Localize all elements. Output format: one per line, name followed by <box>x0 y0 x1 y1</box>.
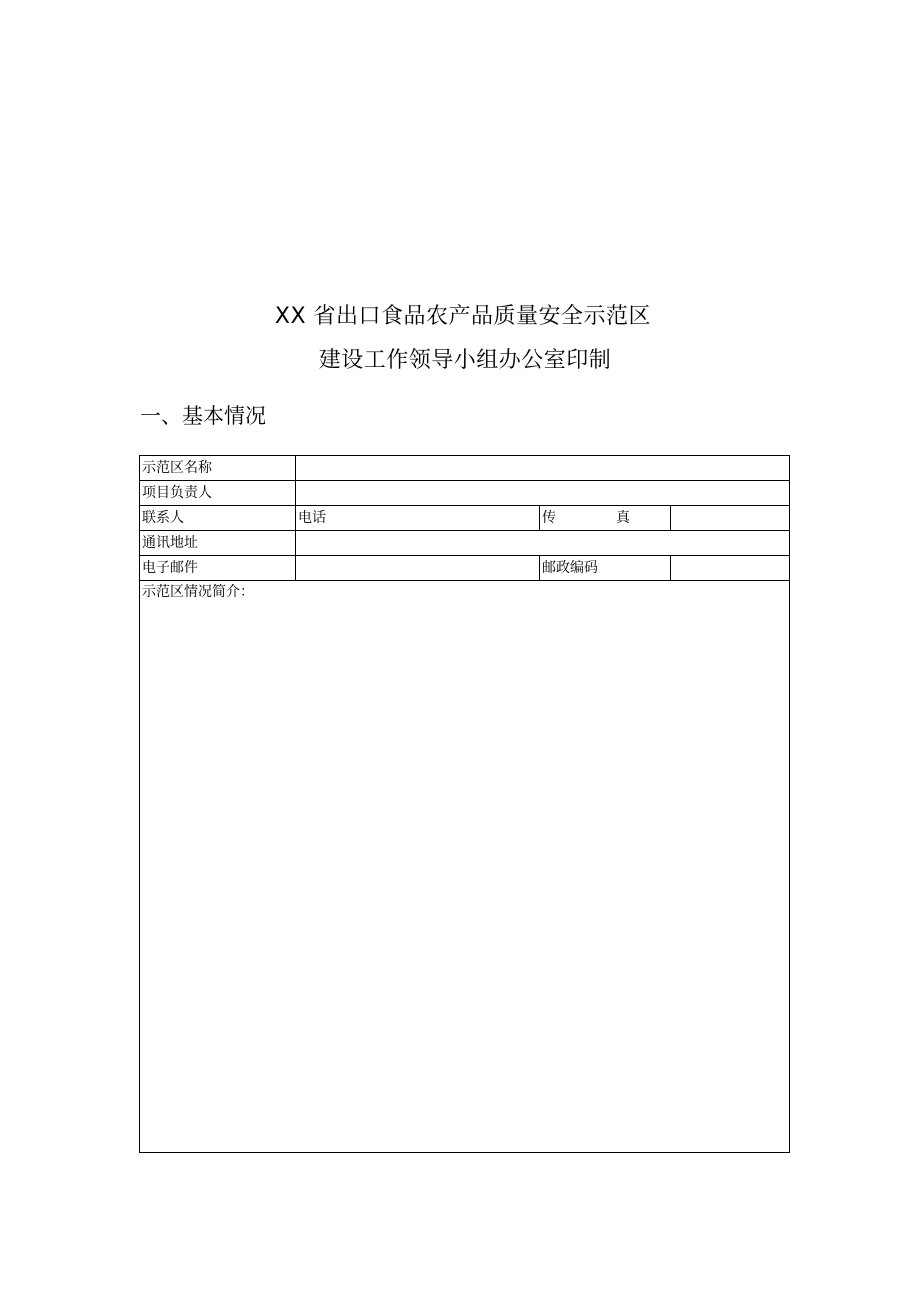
address-field[interactable] <box>295 531 789 555</box>
postcode-field[interactable] <box>670 556 789 580</box>
section-heading-basic-info: 一、基本情况 <box>140 404 266 428</box>
title-line-2: 建设工作领导小组办公室印制 <box>318 348 612 373</box>
title-line-1: XX 省出口食品农产品质量安全示范区 <box>274 304 652 329</box>
row-zone-name <box>140 456 789 481</box>
project-lead-field[interactable] <box>295 481 789 505</box>
row-contact <box>140 506 789 531</box>
fax-label-char-1: 传 <box>542 510 556 526</box>
contact-label: 联系人 <box>142 510 184 526</box>
zone-name-label: 示范区名称 <box>142 460 212 476</box>
row-project-lead <box>140 481 789 506</box>
phone-label[interactable]: 电话 <box>295 506 539 530</box>
basic-info-form <box>139 455 790 1153</box>
email-field[interactable] <box>295 556 539 580</box>
fax-field[interactable] <box>670 506 789 530</box>
fax-label <box>539 506 670 530</box>
fax-label-char-2: 真 <box>616 510 630 526</box>
project-lead-label: 项目负责人 <box>142 485 212 501</box>
row-email <box>140 556 789 581</box>
zone-intro-label: 示范区情况简介： <box>142 584 254 600</box>
email-label: 电子邮件 <box>142 560 198 576</box>
postcode-label: 邮政编码 <box>539 556 670 580</box>
address-label: 通讯地址 <box>142 535 198 551</box>
row-address <box>140 531 789 556</box>
zone-name-field[interactable] <box>295 456 789 480</box>
document-title <box>0 302 920 376</box>
